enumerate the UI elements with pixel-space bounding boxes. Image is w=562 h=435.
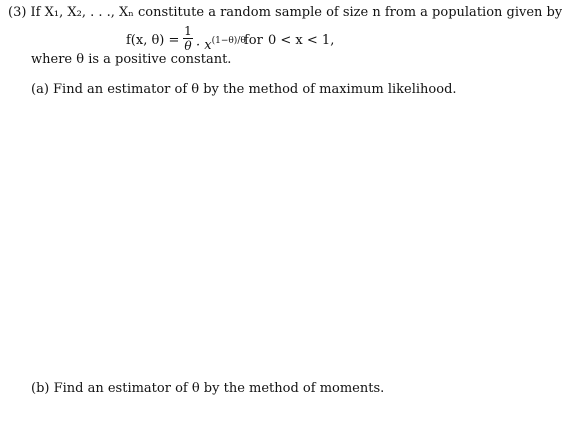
formula-exponent: (1−θ)/θ <box>211 36 246 46</box>
formula-power-term <box>196 33 246 54</box>
formula-condition: 0 < x < 1, <box>268 33 335 48</box>
formula-for-word: for <box>244 33 263 48</box>
fraction-denominator: θ <box>184 39 192 53</box>
formula-fraction <box>183 25 193 52</box>
formula-lhs: f(x, θ) = <box>126 33 180 48</box>
part-b-question: (b) Find an estimator of θ by the method of moments. <box>31 381 385 396</box>
part-a-question: (a) Find an estimator of θ by the method of maximum likelihood. <box>31 82 457 97</box>
problem-where: where θ is a positive constant. <box>31 52 232 67</box>
formula-base: · x <box>196 38 212 53</box>
fraction-numerator: 1 <box>184 24 192 38</box>
problem-intro: (3) If X₁, X₂, . . ., Xₙ constitute a random sample of size n from a population given by <box>8 5 562 20</box>
